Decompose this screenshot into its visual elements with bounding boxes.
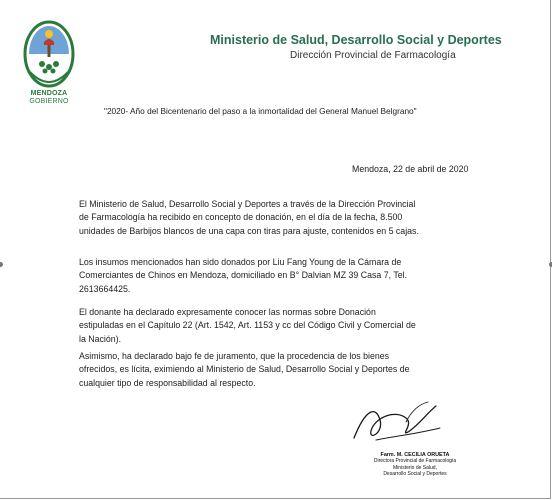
paragraph-line: El Ministerio de Salud, Desarrollo Social y Deportes a través de la Dirección Provincial: [79, 199, 416, 209]
paragraph-line: estipuladas en el Capítulo 22 (Art. 1542, Art. 1153 y cc del Código Civil y Comercial de: [79, 320, 416, 331]
paragraph-donor-info: [79, 256, 483, 296]
signer-title: Directora Provincial de Farmacología: [373, 458, 457, 465]
handwritten-signature: [336, 398, 456, 450]
year-motto: "2020- Año del Bicentenario del paso a la inmortalidad del General Manuel Belgrano": [104, 106, 417, 116]
paragraph-line: Asimismo, ha declarado bajo fe de juramento, que la procedencia de los bienes: [79, 351, 390, 361]
logo-caption-mendoza: MENDOZA: [30, 90, 68, 97]
logo-caption-gobierno: GOBIERNO: [29, 98, 69, 105]
paragraph-line: ofrecidos, es lícita, eximiendo al Ministerio de Salud, Desarrollo Social y Deportes de: [79, 364, 410, 375]
paragraph-line: 2613664425.: [79, 283, 131, 294]
paragraph-line: cualquier tipo de responsabilidad al respecto.: [79, 377, 256, 388]
paragraph-donation-receipt: [79, 198, 483, 238]
paragraph-line: Los insumos mencionados han sido donados por Liu Fang Young de la Cámara de: [79, 257, 402, 267]
direction-subtitle: Dirección Provincial de Farmacología: [290, 50, 456, 61]
signature-stamp: [350, 452, 480, 478]
signer-department: Desarrollo Social y Deportes: [383, 471, 447, 478]
paragraph-sworn-declaration: [79, 350, 483, 390]
paragraph-line: unidades de Barbijos blancos de una capa con tiras para ajuste, contenidos en 5 cajas.: [79, 225, 419, 236]
signer-name: Farm. M. CECILIA ORUETA: [380, 452, 450, 458]
signer-ministry: Ministerio de Salud,: [393, 464, 437, 471]
paragraph-line: la Nación).: [79, 333, 122, 344]
ministry-title: Ministerio de Salud, Desarrollo Social y Deportes: [210, 33, 502, 47]
paragraph-line: El donante ha declarado expresamente conocer las normas sobre Donación: [79, 307, 376, 317]
paragraph-legal-norms: [79, 306, 483, 346]
letter-date: Mendoza, 22 de abril de 2020: [352, 164, 469, 174]
paragraph-line: Comerciantes de Chinos en Mendoza, domiciliado en B° Dalvian MZ 39 Casa 7, Tel.: [79, 270, 408, 281]
paragraph-line: de Farmacología ha recibido en concepto de donación, en el día de la fecha, 8.500: [79, 212, 403, 223]
